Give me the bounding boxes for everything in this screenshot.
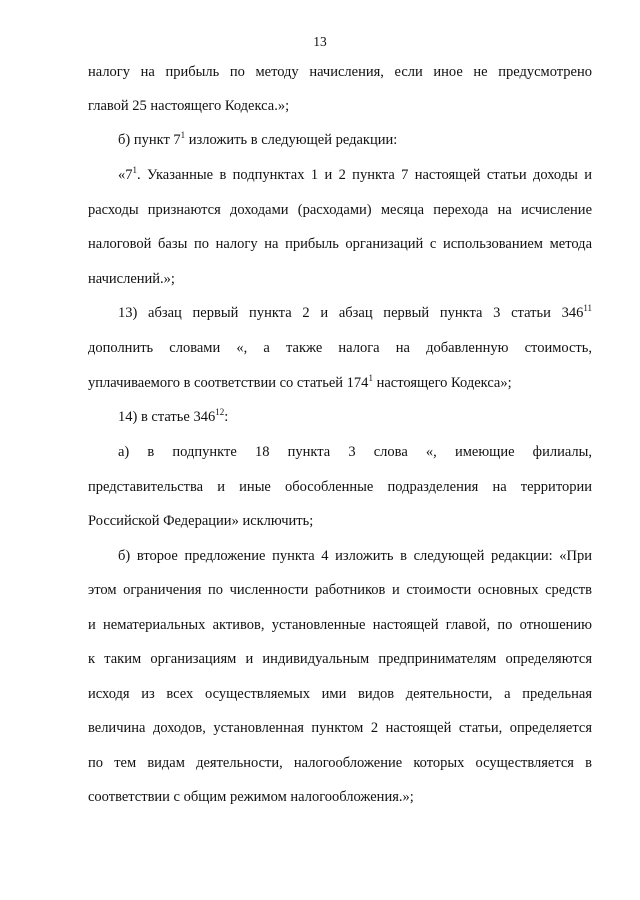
text-line-14: Российской Федерации» исключить; [88,513,314,529]
text-line-13: представительства и иные обособленные подразделения на территории [88,479,592,495]
text-line-10-main: уплачиваемого в соответствии со статьей 174 [88,375,369,391]
text-line-10-rest: настоящего Кодекса»; [372,375,512,391]
text-line-19: исходя из всех осуществляемых ими видов деятельности, а предельная [88,686,592,702]
text-line-8 [118,304,592,322]
text-line-6: налоговой базы по налогу на прибыль организаций с использованием метода [88,236,592,252]
text-line-18: к таким организациям и индивидуальным предпринимателям определяются [88,651,592,667]
text-line-3-rest: изложить в следующей редакции: [185,132,398,148]
text-line-3 [118,131,592,149]
superscript: 1 [368,373,373,383]
text-line-22: соответствии с общим режимом налогообложения.»; [88,789,414,805]
text-line-3-main: б) пункт 7 [118,132,181,148]
text-line-21: по тем видам деятельности, налогообложение которых осуществляется в [88,755,592,771]
text-line-9: дополнить словами «, а также налога на добавленную стоимость, [88,340,592,356]
text-line-5: расходы признаются доходами (расходами) месяца перехода на исчисление [88,202,592,218]
text-line-11 [118,408,592,426]
text-line-1: налогу на прибыль по методу начисления, если иное не предусмотрено [88,64,592,80]
text-line-16: этом ограничения по численности работников и стоимости основных средств [88,582,592,598]
text-line-15: б) второе предложение пункта 4 изложить в следующей редакции: «При [118,548,592,564]
text-line-4-rest: . Указанные в подпунктах 1 и 2 пункта 7 настоящей статьи доходы и [137,167,592,183]
text-line-4 [118,166,592,184]
page-number: 13 [313,34,327,49]
text-line-12: а) в подпункте 18 пункта 3 слова «, имеющие филиалы, [118,444,592,460]
superscript: 1 [132,165,137,175]
text-line-11-main: 14) в статье 346 [118,409,216,425]
superscript: 1 [180,130,186,140]
superscript: 12 [215,407,225,417]
text-line-8-main: 13) абзац первый пункта 2 и абзац первый пункта 3 статьи 346 [118,305,584,321]
text-line-7: начислений.»; [88,271,175,287]
superscript: 11 [583,303,592,313]
text-line-4-main: «7 [118,167,133,183]
text-line-11-rest: : [224,409,229,425]
text-line-20: величина доходов, установленная пунктом 2 настоящей статьи, определяется [88,720,592,736]
text-line-2: главой 25 настоящего Кодекса.»; [88,98,290,114]
text-line-10 [88,374,592,392]
text-line-17: и нематериальных активов, установленные настоящей главой, по отношению [88,617,592,633]
